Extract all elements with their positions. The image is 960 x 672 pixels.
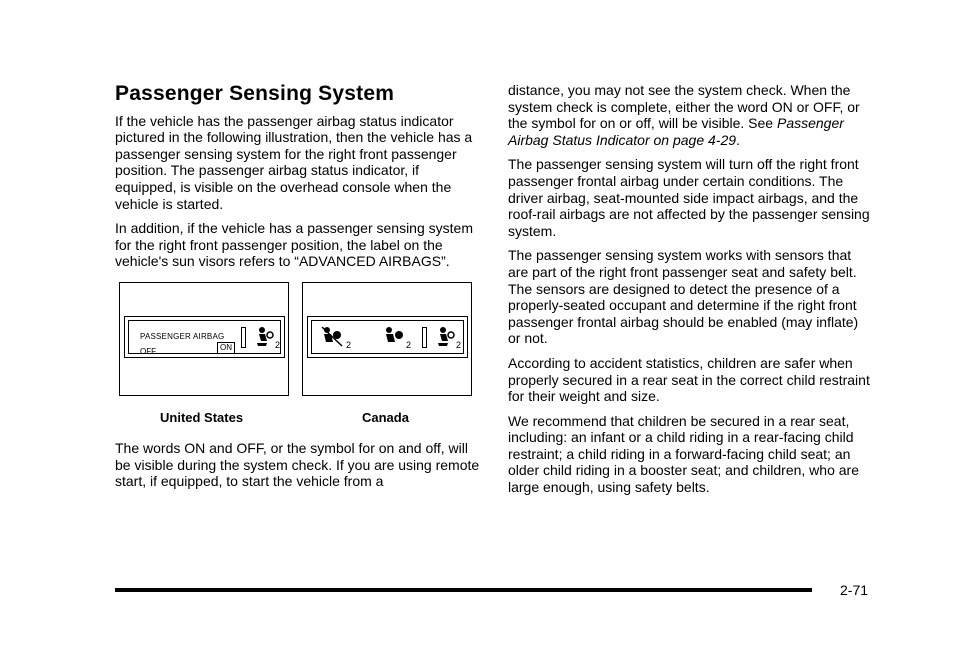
page-reference-link[interactable]: Passenger Airbag Status Indicator on page 4-29 xyxy=(508,115,844,148)
paragraph-4: distance, you may not see the system check. When the system check is complete, either the word ON or OFF, or the symbol for on or off, will be visible. See Passenger Airbag Status Indicator on page 4-29. xyxy=(508,82,860,148)
paragraph-1: If the vehicle has the passenger airbag status indicator pictured in the following illustration, then the vehicle has a passenger sensing system for the right front passenger position. The passenger airbag status indicator, if equipped, is visible on the overhead console when the vehicle is started. xyxy=(115,112,473,212)
left-column xyxy=(115,82,480,498)
airbag-on-icon xyxy=(382,325,406,353)
canada-indicator-display: 2 2 2 xyxy=(307,316,468,358)
us-indicator-panel xyxy=(119,282,289,396)
section-heading: Passenger Sensing System xyxy=(115,82,395,105)
us-indicator-display xyxy=(124,316,285,358)
page-number: 2-71 xyxy=(840,582,869,598)
indicator-lamp xyxy=(422,327,427,348)
on-label: ON xyxy=(217,342,235,354)
seat-number: 2 xyxy=(275,339,281,350)
airbag-indicator-figure xyxy=(115,282,480,436)
paragraph-6: The passenger sensing system works with sensors that are part of the right front passenger seat and safety belt. The sensors are designed to detect the presence of a properly-seated occupant and determine if the right front passenger frontal airbag should be enabled (may inflate) or not. xyxy=(508,247,859,347)
paragraph-7: According to accident statistics, children are safer when properly secured in a rear seat in the correct child restraint for their weight and size. xyxy=(508,354,870,405)
caption-canada: Canada xyxy=(362,409,409,425)
paragraph-8: We recommend that children be secured in a rear seat, including: an infant or a child riding in a rear-facing child restraint; a child riding in a forward-facing child seat; an older child riding in a booster seat; and children, who are large enough, using safety belts. xyxy=(508,412,859,496)
canada-indicator-panel xyxy=(302,282,472,396)
airbag-off-icon xyxy=(320,325,346,353)
off-label: OFF xyxy=(140,346,156,356)
paragraph-3: The words ON and OFF, or the symbol for on and off, will be visible during the system check. If you are using remote start, if equipped, to start the vehicle from a xyxy=(115,439,480,490)
caption-united-states: United States xyxy=(160,409,244,425)
right-column xyxy=(508,82,873,504)
paragraph-2: In addition, if the vehicle has a passenger sensing system for the right front passenger position, the label on the vehicle's sun visors refers to “ADVANCED AIRBAGS”. xyxy=(115,220,473,270)
indicator-lamp xyxy=(241,327,246,348)
footer-rule xyxy=(115,588,812,592)
paragraph-5: The passenger sensing system will turn off the right front passenger frontal airbag under certain conditions. The driver airbag, seat-mounted side impact airbags, and the roof-rail airbags are not affected by the passenger sensing system. xyxy=(508,156,870,239)
passenger-airbag-icon xyxy=(434,325,458,353)
passenger-airbag-label: PASSENGER AIRBAG xyxy=(140,331,225,341)
passenger-airbag-icon xyxy=(253,325,277,353)
